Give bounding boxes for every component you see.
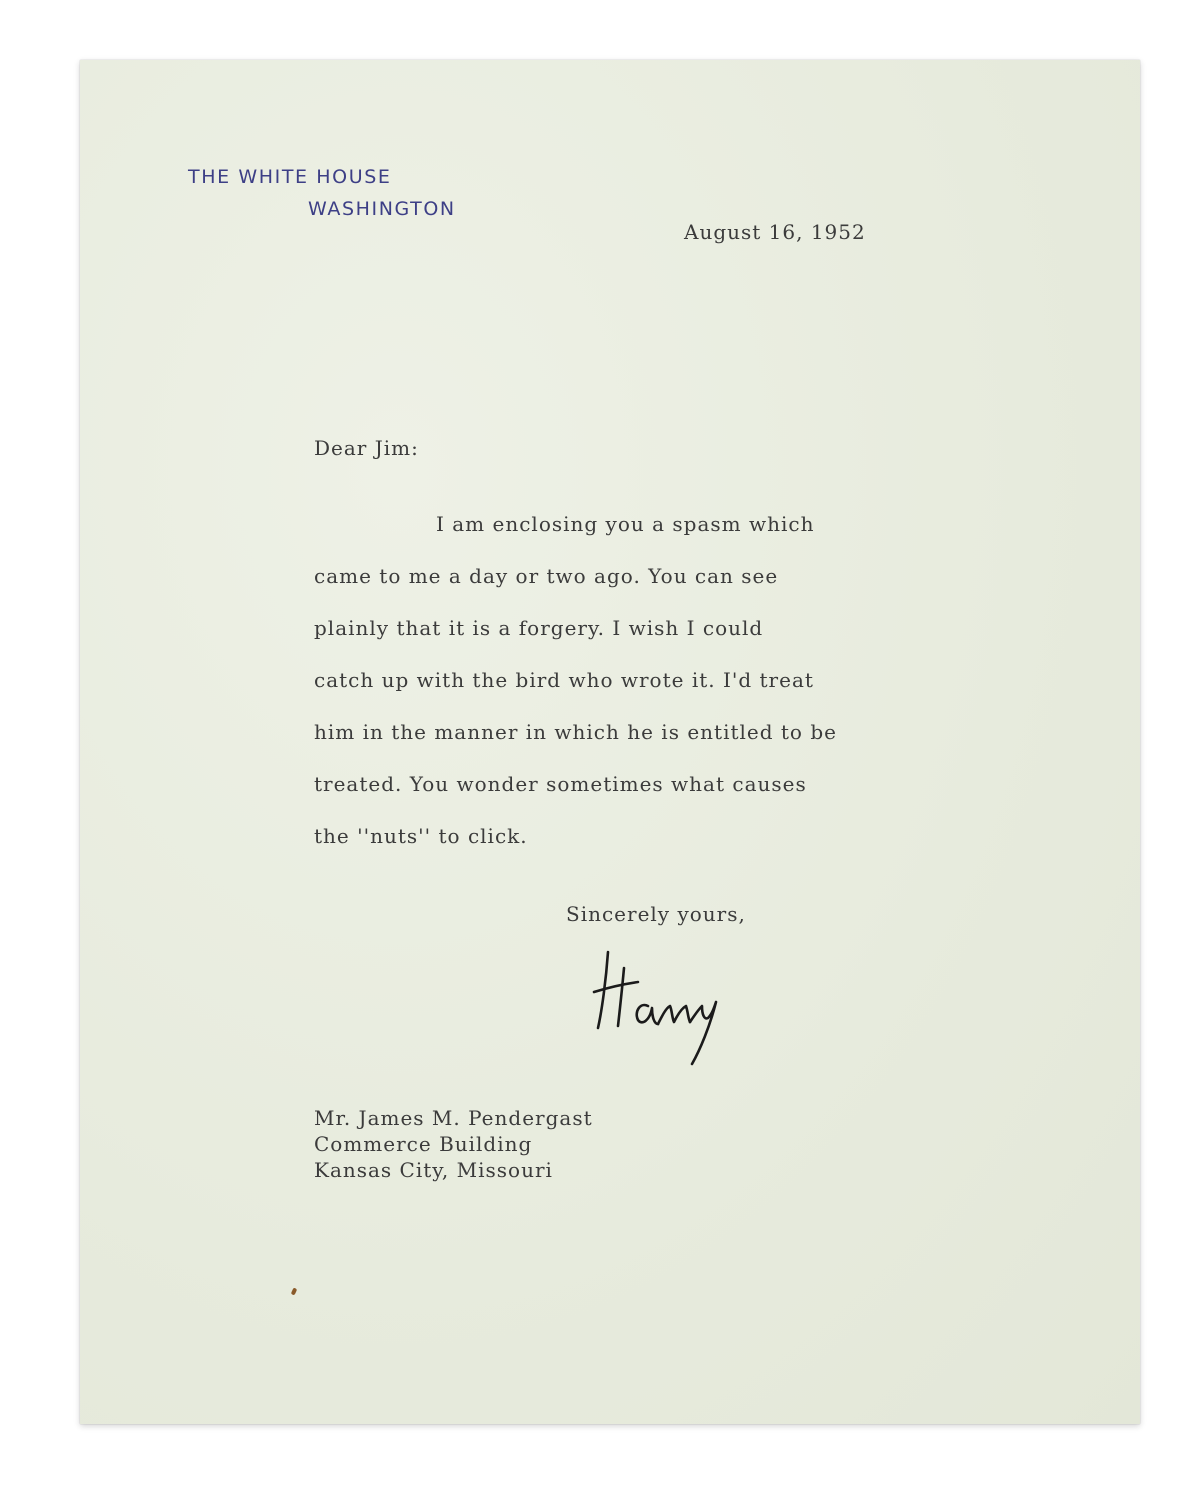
salutation: Dear Jim: — [314, 436, 419, 460]
body-line-2: came to me a day or two ago. You can see — [314, 564, 779, 588]
letter-sheet — [80, 60, 1140, 1424]
body-line-1: I am enclosing you a spasm which — [436, 512, 815, 536]
body-line-7: the ''nuts'' to click. — [314, 824, 528, 848]
recipient-name: Mr. James M. Pendergast — [314, 1106, 593, 1130]
body-line-6: treated. You wonder sometimes what causes — [314, 772, 807, 796]
recipient-address-line-2: Commerce Building — [314, 1132, 533, 1156]
letter-date: August 16, 1952 — [684, 220, 866, 244]
recipient-address-line-3: Kansas City, Missouri — [314, 1158, 553, 1182]
signature-harry — [590, 940, 740, 1070]
body-line-4: catch up with the bird who wrote it. I'd treat — [314, 668, 814, 692]
letterhead-line-2: WASHINGTON — [308, 198, 456, 220]
body-line-3: plainly that it is a forgery. I wish I could — [314, 616, 764, 640]
letterhead-line-1: THE WHITE HOUSE — [188, 166, 392, 188]
body-line-5: him in the manner in which he is entitled to be — [314, 720, 837, 744]
closing: Sincerely yours, — [566, 902, 746, 926]
paper-fleck — [291, 1287, 298, 1295]
